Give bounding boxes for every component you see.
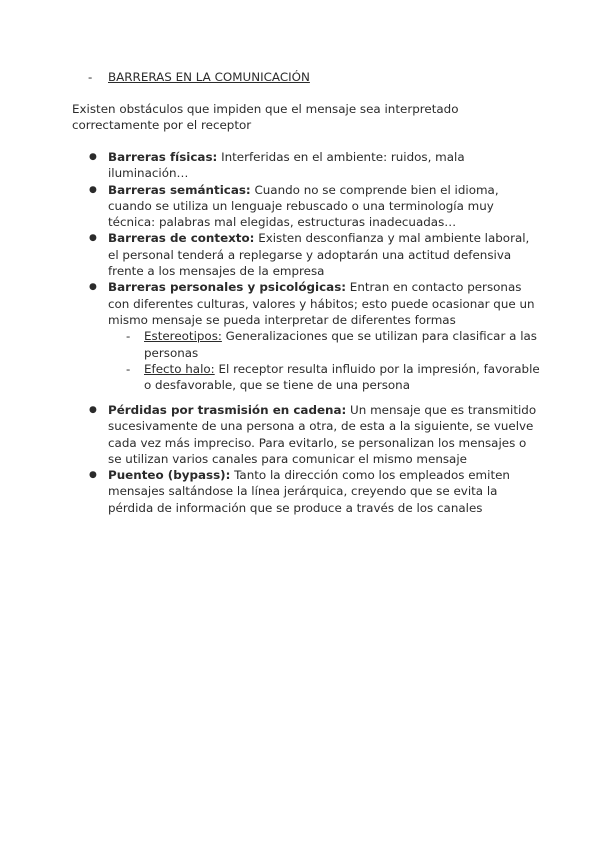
list-item-puenteo [72,467,542,516]
list-item-barreras-semanticas [72,182,542,231]
list-item-barreras-contexto [72,230,542,279]
list-item-barreras-fisicas [72,149,542,182]
sub-dash: - [126,361,131,376]
sub-term: Efecto halo: [144,361,215,376]
sub-list [108,328,542,393]
heading-dash: - [88,70,93,84]
bullet-icon: ● [89,470,97,481]
heading-title: BARRERAS EN LA COMUNICACIÓN [108,70,310,84]
sub-text: Generalizaciones que se utilizan para clasificar a las personas [144,329,537,360]
item-text: Interferidas en el ambiente: ruidos, mala iluminación… [108,150,465,181]
sub-item-efecto-halo [108,361,542,394]
item-term: Barreras semánticas: [108,182,251,197]
item-term: Barreras físicas: [108,150,218,164]
transmission-list [72,402,542,516]
item-term: Barreras personales y psicológicas: [108,280,347,295]
sub-text: El receptor resulta influido por la impresión, favorable o desfavorable, que se tiene de una persona [144,361,540,393]
item-text: Un mensaje que es transmitido sucesivamente de una persona a otra, de esta a la siguiente, se vuelve cada vez más impreciso. Para evitarlo, se personalizan los mensajes o se utilizan varios canales para comunicar el mismo mensaje [108,403,537,466]
item-term: Barreras de contexto: [108,231,255,246]
section-heading [88,69,310,85]
bullet-icon: ● [89,405,97,415]
item-text: Tanto la dirección como los empleados emiten mensajes saltándose la línea jerárquica, creyendo que se evita la pérdida de información que se produce a través de los canales [108,468,510,515]
barriers-list [72,149,542,393]
bullet-icon: ● [89,184,97,195]
item-text: Cuando no se comprende bien el idioma, cuando se utiliza un lenguaje rebuscado o una terminología muy técnica: palabras mal elegidas, estructuras inadecuadas… [108,182,499,230]
list-item-barreras-personales [72,279,542,393]
item-term: Puenteo (bypass): [108,468,231,483]
bullet-icon: ● [89,152,97,162]
list-item-perdidas-trasmision [72,402,542,467]
sub-term: Estereotipos: [144,329,222,344]
intro-paragraph: Existen obstáculos que impiden que el mensaje sea interpretado correctamente por el receptor [72,102,459,133]
sub-dash: - [126,329,131,344]
sub-item-estereotipos [108,328,542,361]
item-text: Entran en contacto personas con diferentes culturas, valores y hábitos; esto puede ocasionar que un mismo mensaje se pueda interpretar de diferentes formas [108,280,535,327]
item-text: Existen desconfianza y mal ambiente laboral, el personal tenderá a replegarse y adoptarán una actitud defensiva frente a los mensajes de la empresa [108,231,530,279]
bullet-icon: ● [89,233,97,244]
item-term: Pérdidas por trasmisión en cadena: [108,403,347,417]
bullet-icon: ● [89,282,97,293]
